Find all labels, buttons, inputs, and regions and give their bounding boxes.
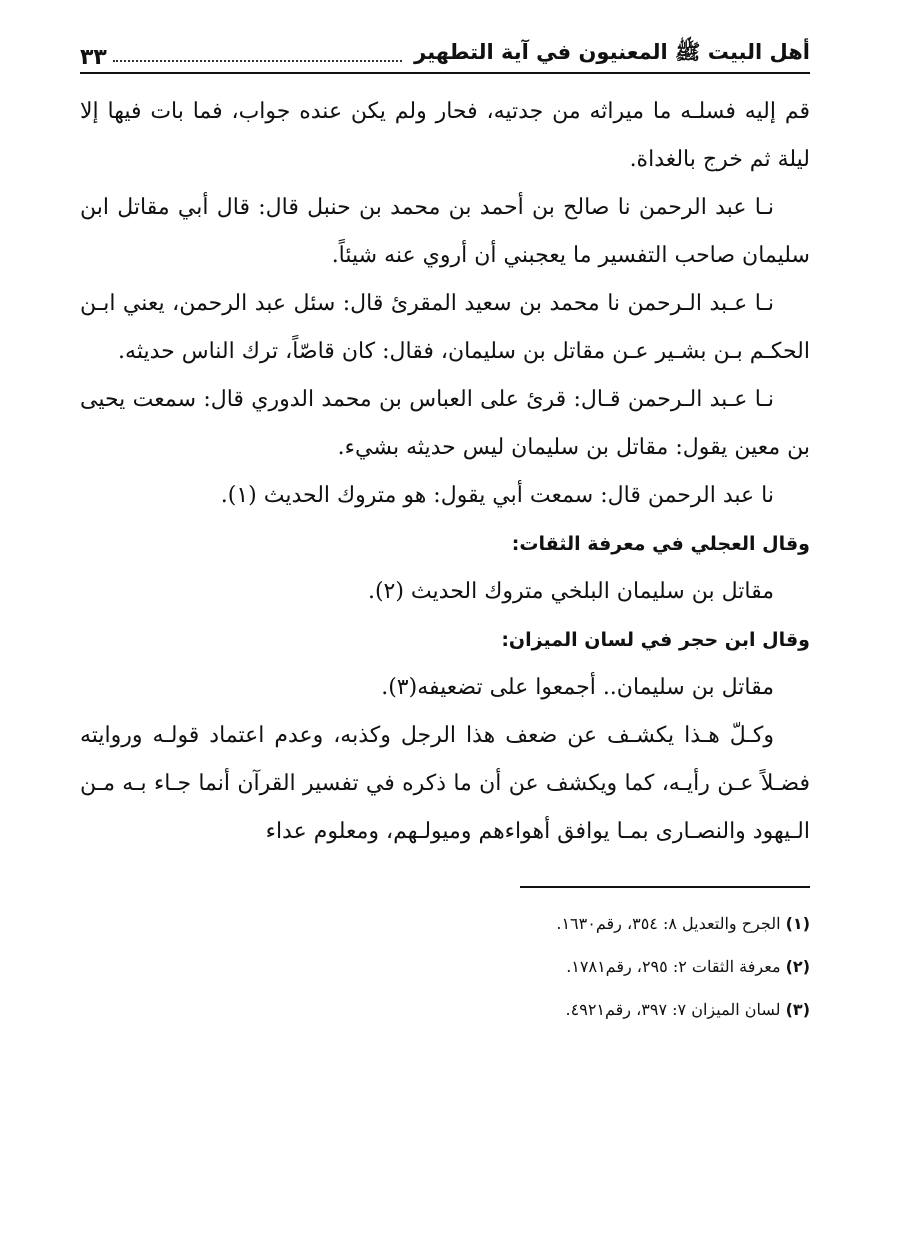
paragraph-4: نـا عـبد الـرحمن قـال: قرئ على العباس بن محمد الدوري قال: سمعت يحيى بن معين يقول: مقاتل بن سليمان ليس حديثه بشيء. <box>80 387 810 460</box>
paragraph-5: نا عبد الرحمن قال: سمعت أبي يقول: هو متروك الحديث (١). <box>220 483 774 508</box>
paragraph-1: قم إليه فسلـه ما ميراثه من جدتيه، فحار ولم يكن عنده جواب، فما بات فيها إلا ليلة ثم خرج بالغداة. <box>80 99 810 172</box>
conclusion-paragraph: وكـلّ هـذا يكشـف عن ضعف هذا الرجل وكذبه، وعدم اعتماد قولـه وروايته فضـلاً عـن رأيـه، كما ويكشف عن أن ما ذكره في تفسير القرآن أنما جـاء بـه مـن الـيهود والنصـارى بمـا يوافق أهواءهم وميولـهم، ومعلوم عداء <box>80 723 810 844</box>
footnotes <box>80 902 810 1031</box>
footnote-2-number: (٢) <box>785 957 810 976</box>
footnote-2-text: معرفة الثقات ٢: ٢٩٥، رقم١٧٨١. <box>566 957 781 976</box>
paragraph-2: نـا عبد الرحمن نا صالح بن أحمد بن محمد بن حنبل قال: قال أبي مقاتل ابن سليمان صاحب التفسير ما يعجبني أن أروي عنه شيئاً. <box>80 195 810 268</box>
footnote-3-text: لسان الميزان ٧: ٣٩٧، رقم٤٩٢١. <box>565 1000 781 1019</box>
footnote-2 <box>80 945 810 988</box>
main-text <box>80 88 810 856</box>
paragraph-3: نـا عـبد الـرحمن نا محمد بن سعيد المقرئ قال: سئل عبد الرحمن، يعني ابـن الحكـم بـن بشـير عـن مقاتل بن سليمان، فقال: كان قاصّاً، ترك الناس حديثه. <box>80 291 810 364</box>
heading-ibn-hajar: وقال ابن حجر في لسان الميزان: <box>501 629 810 651</box>
header-dot-leader <box>113 60 402 62</box>
footnote-1-text: الجرح والتعديل ٨: ٣٥٤، رقم١٦٣٠. <box>556 914 781 933</box>
document-page <box>80 30 810 1031</box>
header-title: أهل البيت ﷺ المعنيون في آية التطهير <box>414 40 810 64</box>
ibn-hajar-quote: مقاتل بن سليمان.. أجمعوا على تضعيفه(٣). <box>381 675 774 700</box>
footnote-separator <box>520 886 810 888</box>
footnote-1-number: (١) <box>785 914 810 933</box>
footnote-1 <box>80 902 810 945</box>
ijli-quote: مقاتل بن سليمان البلخي متروك الحديث (٢). <box>367 579 774 604</box>
footnote-3-number: (٣) <box>785 1000 810 1019</box>
page-number: ٣٣ <box>80 45 107 70</box>
running-header <box>80 30 810 74</box>
heading-ijli: وقال العجلي في معرفة الثقات: <box>511 533 810 555</box>
footnote-3 <box>80 988 810 1031</box>
